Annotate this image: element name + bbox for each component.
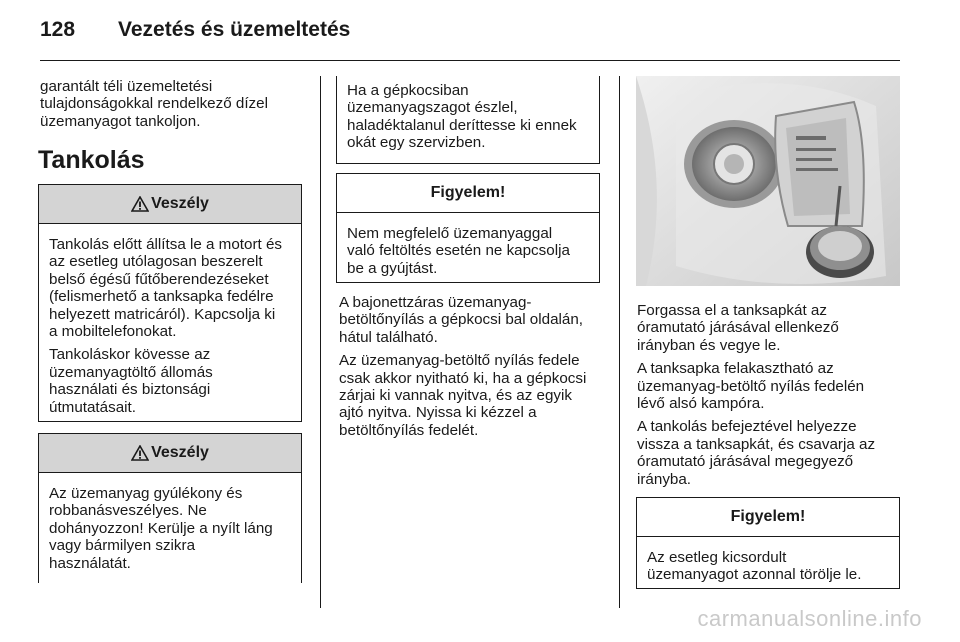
- intro-paragraph: garantált téli üzemeltetési tulajdonságokkal rendelkező dízel üzemanyagot tankoljon.: [40, 78, 268, 130]
- caution-box-header: Figyelem!: [637, 498, 899, 537]
- danger-box-header: [39, 434, 301, 473]
- danger-box-2: [38, 433, 302, 583]
- fuel-filler-photo: [636, 76, 900, 286]
- page-title: Vezetés és üzemeltetés: [118, 18, 351, 41]
- column-divider-2: [619, 76, 620, 608]
- danger-box-title: Veszély: [151, 444, 209, 461]
- header-rule: [40, 60, 900, 61]
- column-divider-1: [320, 76, 321, 608]
- caution-box-1: [336, 173, 600, 283]
- fuel-filler-illustration: [636, 76, 900, 286]
- cap-instructions: Forgassa el a tanksapkát az óramutató járásával ellenkező irányban és vegye le. A tanksapka felakasztható az üzemanyag-betöltő nyílás fedelén lévő alsó kampóra. A tankolás befejeztével helyezze vissza a tanksapkát, és csavarja az óramutató járásával megegyező irányba.: [637, 302, 876, 488]
- caution-box-body: Nem megfelelő üzemanyaggal való feltöltés esetén ne kapcsolja be a gyújtást.: [347, 225, 570, 277]
- section-heading: Tankolás: [38, 146, 145, 174]
- warning-triangle-icon: [131, 196, 149, 212]
- page-number: 128: [40, 18, 76, 41]
- filler-location-text: A bajonettzáras üzemanyag- betöltőnyílás a gépkocsi bal oldalán, hátul található. Az üzemanyag-betöltő nyílás fedele csak akkor nyitható ki, ha a gépkocsi zárjai ki vannak nyitva, és az egyik ajtó nyitva. Nyissa ki kézzel a betöltőnyílás fedelét.: [339, 294, 587, 439]
- caution-box-body: Az esetleg kicsordult üzemanyagot azonnal törölje le.: [647, 549, 862, 584]
- continued-warning-box: [336, 76, 600, 164]
- continued-warning-body: Ha a gépkocsiban üzemanyagszagot észlel, haladéktalanul deríttesse ki ennek okát egy szervizben.: [347, 82, 577, 152]
- caution-box-header: Figyelem!: [337, 174, 599, 213]
- danger-box-title: Veszély: [151, 195, 209, 212]
- danger-box-body: Tankolás előtt állítsa le a motort és az esetleg utólagosan beszerelt belső égésű fűtőberendezéseket (felismerhető a tanksapka fedélre helyezett matricáról). Kapcsolja ki a mobiltelefonokat. Tankoláskor kövesse az üzemanyagtöltő állomás használati és biztonsági útmutatásait.: [49, 236, 282, 416]
- warning-triangle-icon: [131, 445, 149, 461]
- danger-box-body: Az üzemanyag gyúlékony és robbanásveszélyes. Ne dohányozzon! Kerülje a nyílt láng vagy bármilyen szikra használatát.: [49, 485, 273, 572]
- danger-box-1: [38, 184, 302, 422]
- danger-box-header: [39, 185, 301, 224]
- watermark: carmanualsonline.info: [697, 606, 922, 631]
- caution-box-2: [636, 497, 900, 589]
- page-header: [0, 0, 960, 62]
